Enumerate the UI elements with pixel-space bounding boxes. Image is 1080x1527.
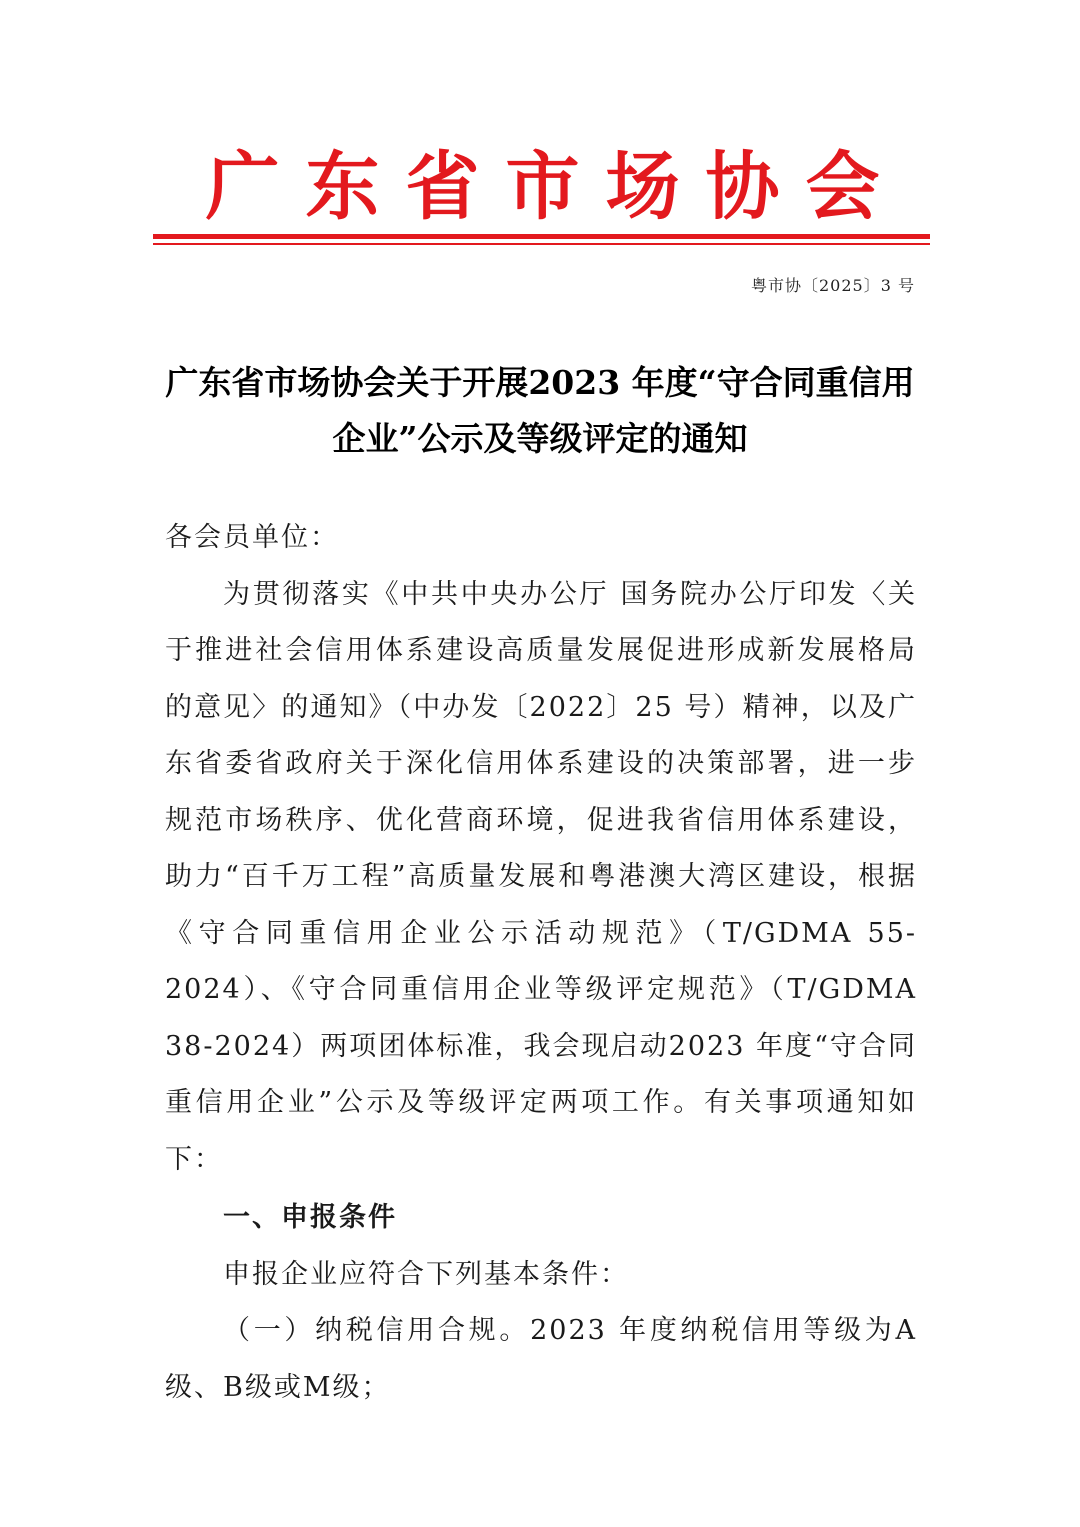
organization-masthead: 广东省市场协会 bbox=[205, 144, 906, 230]
salutation: 各会员单位： bbox=[165, 522, 339, 553]
section-1-lead: 申报企业应符合下列基本条件： bbox=[223, 1258, 629, 1290]
intro-paragraph: 为贯彻落实《中共中央办公厅 国务院办公厅印发〈关于推进社会信用体系建设高质量发展促进形成新发展格局的意见〉的通知》（中办发〔2022〕25 号）精神，以及广东省委省政府关于深化信用体系建设的决策部署，进一步规范市场秩序、优化营商环境，促进我省信用体系建设，助力“百千万工程”高质量发展和粤港澳大湾区建设，根据《守合同重信用企业公示活动规范》（T/GDMA 55-2024）、《守合同重信用企业等级评定规范》（T/GDMA 38-2024）两项团体标准，我会现启动2023 年度“守合同重信用企业”公示及等级评定两项工作。有关事项通知如下： bbox=[165, 578, 917, 1175]
document-title bbox=[140, 355, 940, 467]
document-number: 粤市协〔2025〕3 号 bbox=[751, 276, 915, 295]
title-line-2: 企业”公示及等级评定的通知 bbox=[332, 419, 748, 458]
title-line-1: 广东省市场协会关于开展2023 年度“守合同重信用 bbox=[165, 363, 915, 402]
red-divider-thin bbox=[153, 243, 930, 245]
document-body bbox=[165, 510, 917, 1416]
condition-item-1: （一）纳税信用合规。2023 年度纳税信用等级为A级、B级或M级； bbox=[165, 1315, 917, 1403]
section-heading-1: 一、申报条件 bbox=[223, 1202, 397, 1233]
red-divider-thick bbox=[153, 234, 930, 239]
